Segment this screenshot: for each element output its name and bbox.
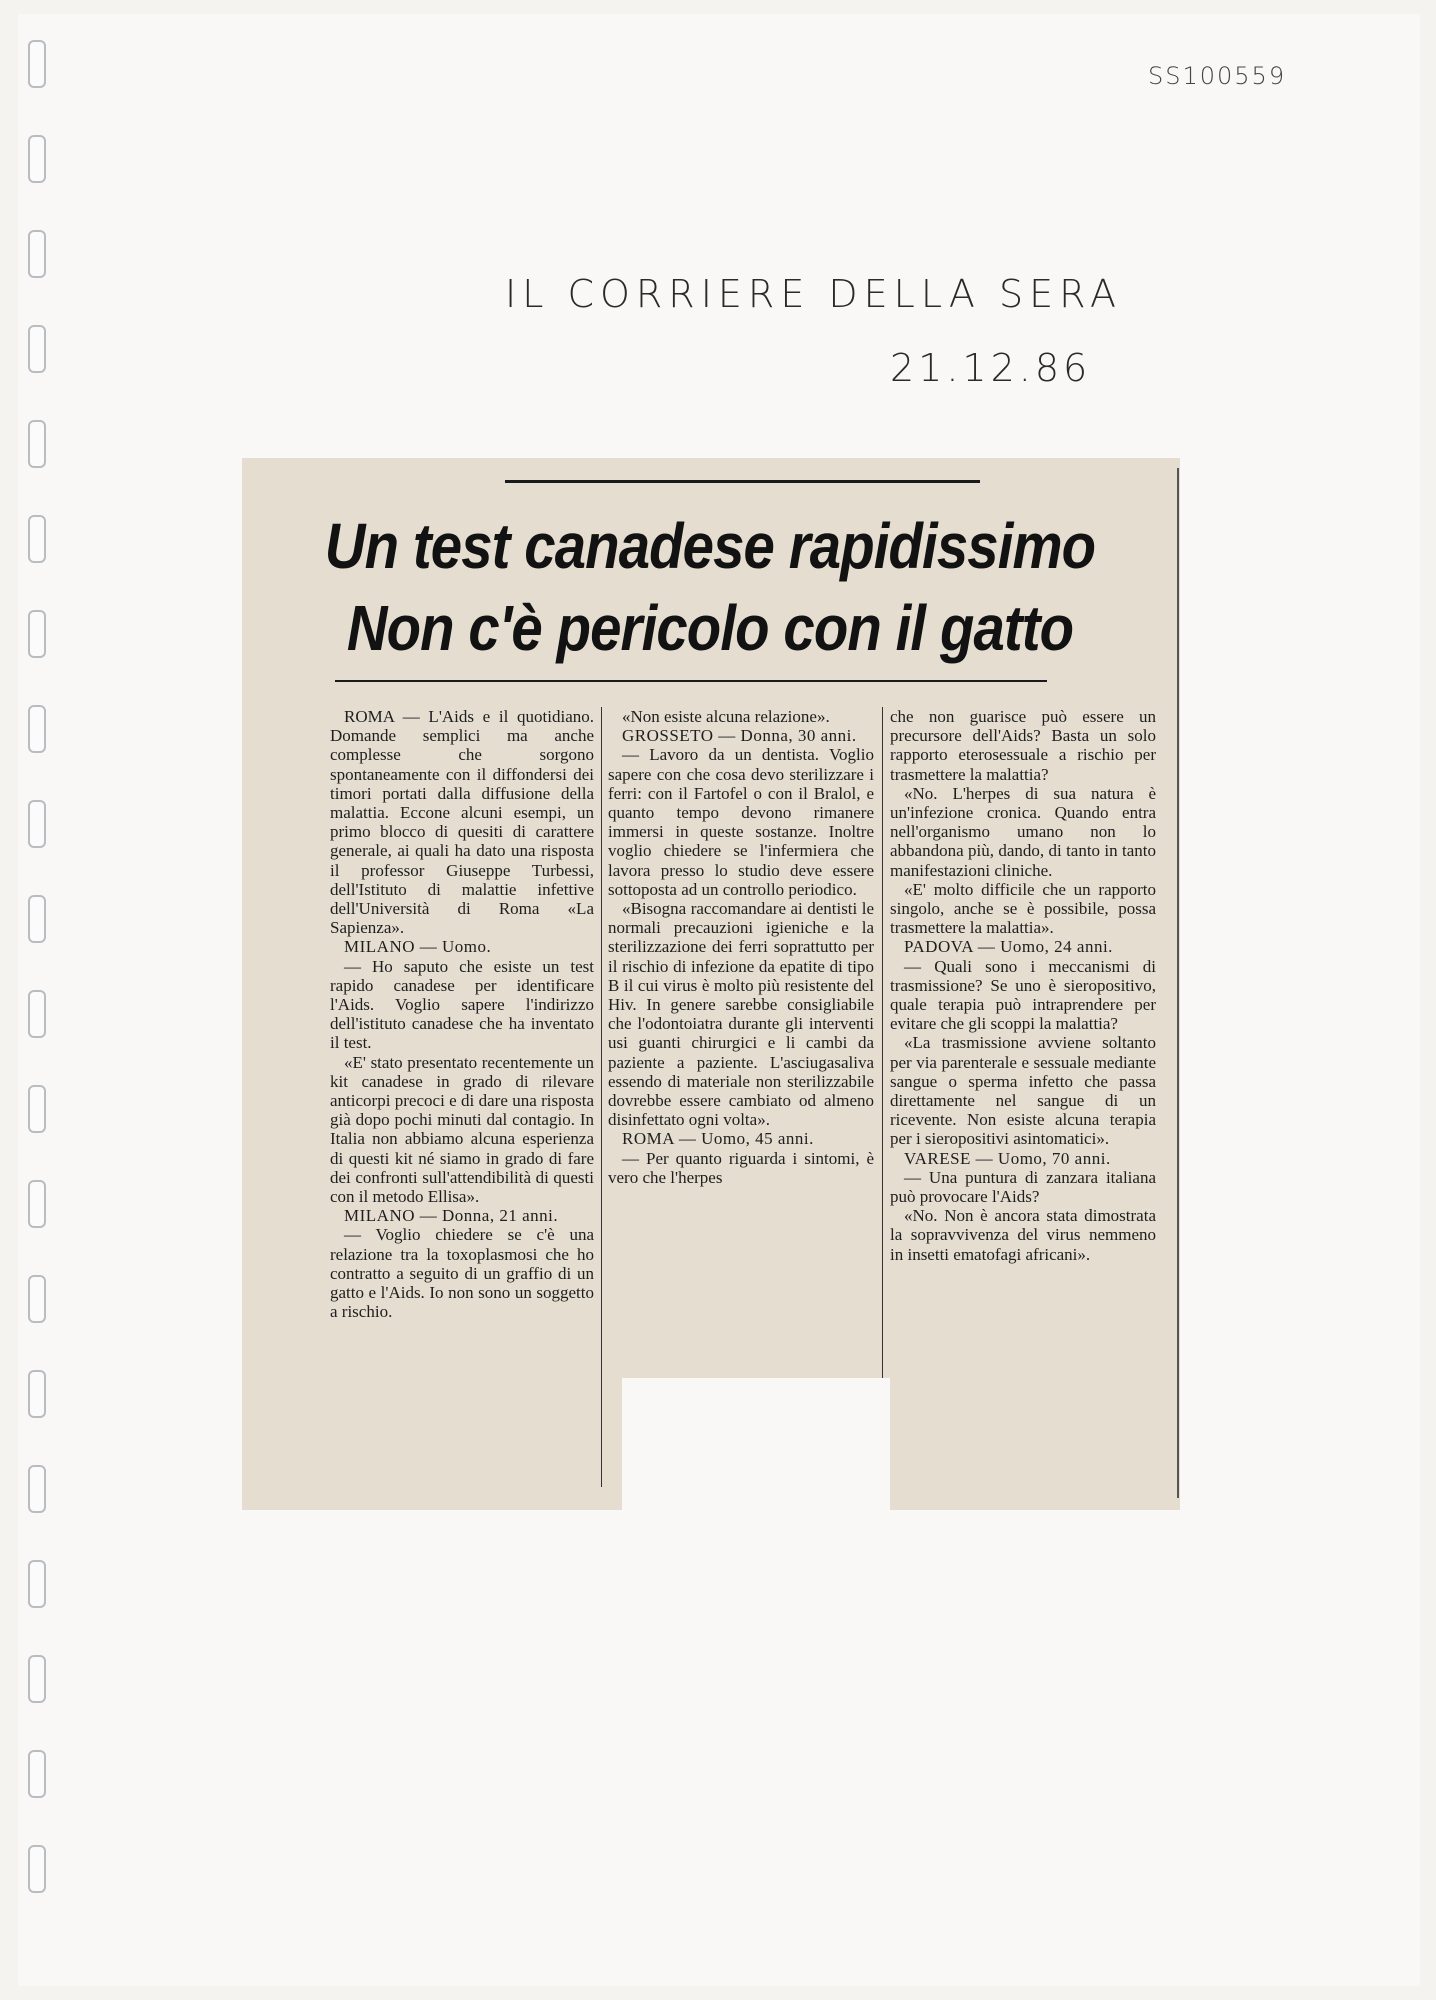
clipping-edge-rule: [1177, 468, 1179, 1498]
question: — Ho saputo che esiste un test rapido canadese per identificare l'Aids. Voglio sapere l'indirizzo dell'istituto canadese che ha inventato il test.: [330, 956, 594, 1053]
binder-hole: [28, 990, 46, 1038]
dateline: MILANO — Uomo.: [344, 937, 492, 957]
dateline: ROMA — Uomo, 45 anni.: [622, 1129, 814, 1149]
dateline: PADOVA — Uomo, 24 anni.: [904, 937, 1113, 957]
binder-hole: [28, 515, 46, 563]
headline-line-2: Non c'è pericolo con il gatto: [346, 592, 1074, 664]
binder-hole: [28, 325, 46, 373]
binder-hole: [28, 895, 46, 943]
paragraph: ROMA — L'Aids e il quotidiano. Domande semplici ma anche complesse che sorgono spontaneamente con il diffondersi dei timori portati dalla diffusione della malattia. Eccone alcuni esempi, un primo blocco di quesiti di carattere generale, ai quali ha dato una risposta il professor Giuseppe Turbessi, dell'Istituto di malattie infettive dell'Università di Roma «La Sapienza».: [330, 707, 594, 938]
question: — Quali sono i meccanismi di trasmissione? Se uno è sieropositivo, quale terapia può intraprendere per evitare che gli scoppi la malattia?: [890, 956, 1156, 1034]
column-divider: [882, 707, 883, 1487]
dateline: GROSSETO — Donna, 30 anni.: [622, 726, 857, 746]
answer: «No. Non è ancora stata dimostrata la sopravvivenza del virus nemmeno in insetti ematofagi africani».: [890, 1206, 1156, 1264]
archive-code: SS100559: [1148, 62, 1287, 90]
dateline: VARESE — Uomo, 70 anni.: [904, 1148, 1111, 1168]
question-continued: che non guarisce può essere un precursore dell'Aids? Basta un solo rapporto eterosessuale a rischio per trasmettere la malattia?: [890, 707, 1156, 784]
binder-hole: [28, 420, 46, 468]
binder-hole: [28, 40, 46, 88]
binder-hole: [28, 610, 46, 658]
answer: «La trasmissione avviene soltanto per via parenterale e sessuale mediante sangue o sperma infetto che passa direttamente nel sangue di un ricevente. Non esiste alcuna terapia per i sieropositivi asintomatici».: [890, 1033, 1156, 1149]
answer: «Non esiste alcuna relazione».: [622, 707, 830, 726]
binder-hole: [28, 1085, 46, 1133]
binder-hole: [28, 135, 46, 183]
headline-bottom-rule: [335, 680, 1047, 682]
question: — Una puntura di zanzara italiana può provocare l'Aids?: [890, 1167, 1156, 1207]
dateline: MILANO — Donna, 21 anni.: [344, 1206, 559, 1226]
binder-hole: [28, 230, 46, 278]
binder-hole: [28, 1560, 46, 1608]
answer: «Bisogna raccomandare ai dentisti le normali precauzioni igieniche e la sterilizzazione dei ferri soprattutto per il rischio di infezione da epatite di tipo B il cui virus è molto più resistente del Hiv. In genere sarebbe consigliabile che l'odontoiatra durante gli interventi usi guanti chirurgici e li cambi da paziente a paziente. L'asciugasaliva essendo di materiale non sterilizzabile dovrebbe essere cambiato od almeno disinfettato ogni volta».: [608, 899, 874, 1130]
answer: «No. L'herpes di sua natura è un'infezione cronica. Quando entra nell'organismo umano non lo abbandona più, dando, di tanto in tanto manifestazioni cliniche.: [890, 783, 1156, 880]
headline-top-rule: [505, 480, 980, 483]
clipping-cutout: [622, 1378, 890, 1512]
binder-hole: [28, 800, 46, 848]
binder-hole: [28, 1180, 46, 1228]
newspaper-name: IL CORRIERE DELLA SERA: [505, 272, 1122, 316]
binder-hole: [28, 1275, 46, 1323]
headline-line-1: Un test canadese rapidissimo: [324, 510, 1096, 582]
article-column-3: [890, 707, 1156, 1264]
article-headline: [305, 505, 1115, 669]
article-column-1: [330, 707, 594, 1322]
column-divider: [601, 707, 602, 1487]
binder-hole: [28, 1370, 46, 1418]
question: — Per quanto riguarda i sintomi, è vero che l'herpes: [608, 1148, 874, 1187]
binder-hole: [28, 1655, 46, 1703]
binder-hole: [28, 1845, 46, 1893]
question: — Voglio chiedere se c'è una relazione tra la toxoplasmosi che ho contratto a seguito di un graffio di un gatto e l'Aids. Io non sono un soggetto a rischio.: [330, 1225, 594, 1322]
answer: «E' stato presentato recentemente un kit canadese in grado di rilevare anticorpi precoci e di dare una risposta già dopo pochi minuti dal contagio. In Italia non abbiamo alcuna esperienza di questi kit né siamo in grado di fare dei confronti sull'attendibilità di questi con il metodo Ellisa».: [330, 1052, 594, 1207]
question: — Lavoro da un dentista. Voglio sapere con che cosa devo sterilizzare i ferri: con il Fartofel o con il Bralol, e quanto tempo devono rimanere immersi in queste sostanze. Inoltre voglio chiedere se l'infermiera che lavora presso lo studio deve essere sottoposta ad un controllo periodico.: [608, 745, 874, 899]
binder-hole: [28, 705, 46, 753]
publication-date: 21.12.86: [890, 346, 1092, 390]
binder-hole: [28, 1750, 46, 1798]
binder-holes: [28, 40, 48, 1940]
binder-hole: [28, 1465, 46, 1513]
article-column-2: [608, 707, 874, 1187]
answer: «E' molto difficile che un rapporto singolo, anche se è possibile, possa trasmettere la malattia».: [890, 879, 1156, 938]
